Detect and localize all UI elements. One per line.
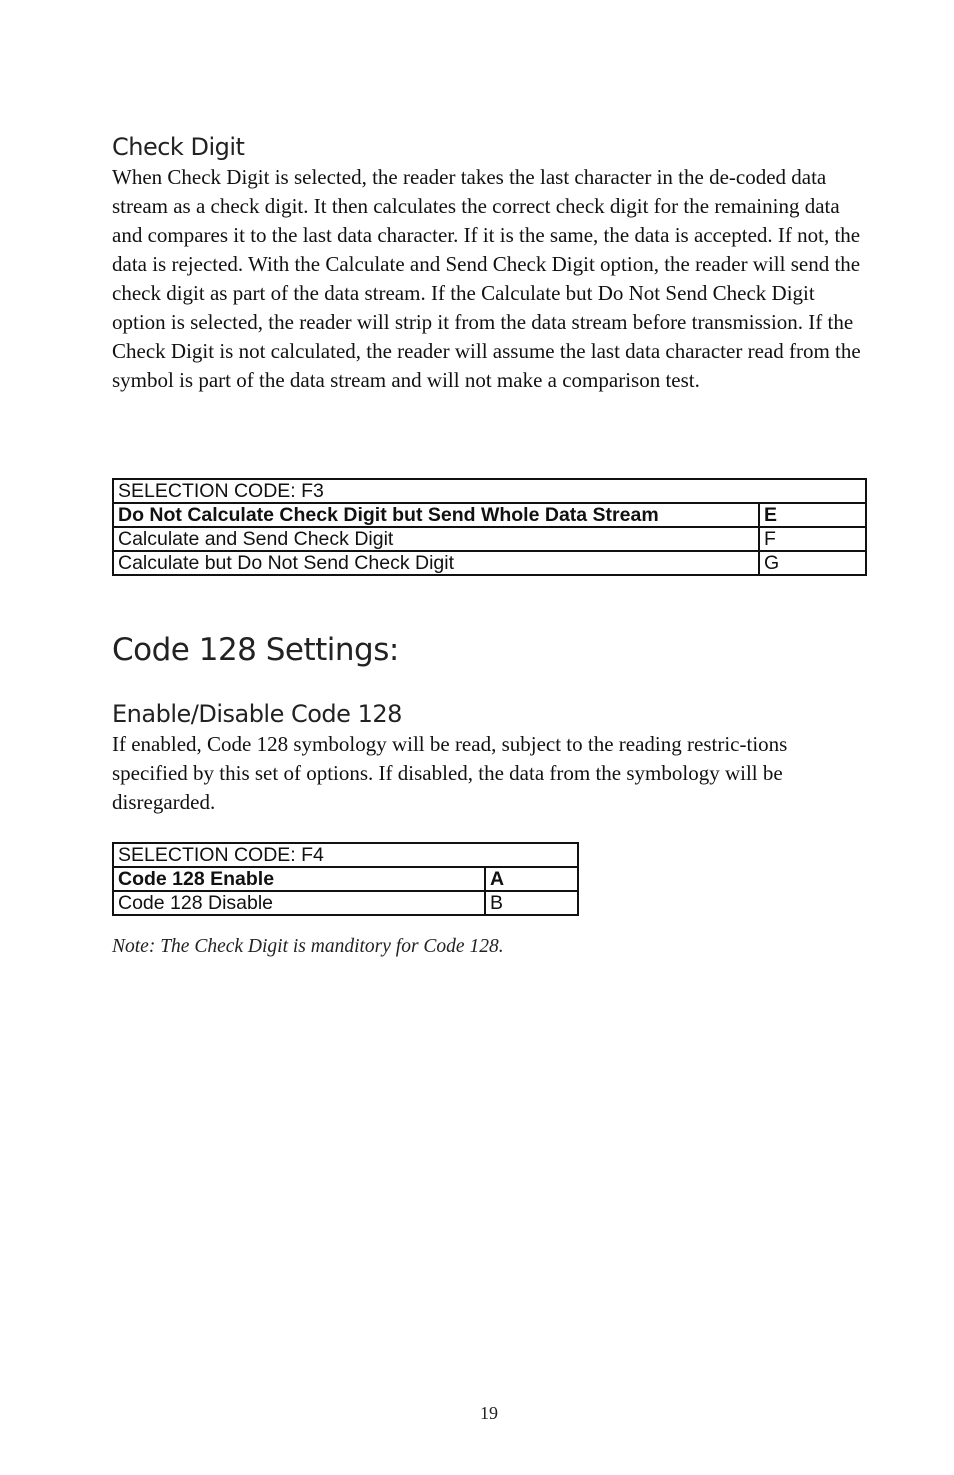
code128-selection-table: [112, 842, 579, 916]
option-label: Calculate but Do Not Send Check Digit: [113, 551, 759, 575]
option-code: B: [485, 891, 578, 915]
option-code: G: [759, 551, 866, 575]
option-code: E: [759, 503, 866, 527]
table-header-row: [113, 479, 866, 503]
option-label: Do Not Calculate Check Digit but Send Whole Data Stream: [113, 503, 759, 527]
enable-disable-paragraph: If enabled, Code 128 symbology will be read, subject to the reading restric-tions specified by this set of options. If disabled, the data from the symbology will be disregarded.: [112, 732, 788, 814]
enable-disable-heading: Enable/Disable Code 128: [112, 700, 402, 728]
table-row: [113, 527, 866, 551]
check-digit-heading: Check Digit: [112, 133, 245, 161]
page-number: 19: [480, 1403, 498, 1423]
code128-settings-heading: Code 128 Settings:: [112, 632, 399, 668]
option-code: A: [485, 867, 578, 891]
check-digit-paragraph: When Check Digit is selected, the reader takes the last character in the de-coded data stream as a check digit. It then calculates the correct check digit for the remaining data and compares it to the last data character. If it is the same, the data is accepted. If not, the data is rejected. With the Calculate and Send Check Digit option, the reader will send the check digit as part of the data stream. If the Calculate but Do Not Send Check Digit option is selected, the reader will strip it from the data stream before transmission. If the Check Digit is not calculated, the reader will assume the last data character read from the symbol is part of the data stream and will not make a comparison test.: [112, 165, 861, 392]
table-row: [113, 551, 866, 575]
selection-code-header: SELECTION CODE: F4: [113, 843, 578, 867]
option-code: F: [759, 527, 866, 551]
option-label: Calculate and Send Check Digit: [113, 527, 759, 551]
table-row: [113, 891, 578, 915]
check-digit-selection-table: [112, 478, 867, 576]
option-label: Code 128 Enable: [113, 867, 485, 891]
table-header-row: [113, 843, 578, 867]
table-row: [113, 503, 866, 527]
option-label: Code 128 Disable: [113, 891, 485, 915]
table-row: [113, 867, 578, 891]
check-digit-note: Note: The Check Digit is manditory for Code 128.: [112, 936, 504, 957]
selection-code-header: SELECTION CODE: F3: [113, 479, 866, 503]
